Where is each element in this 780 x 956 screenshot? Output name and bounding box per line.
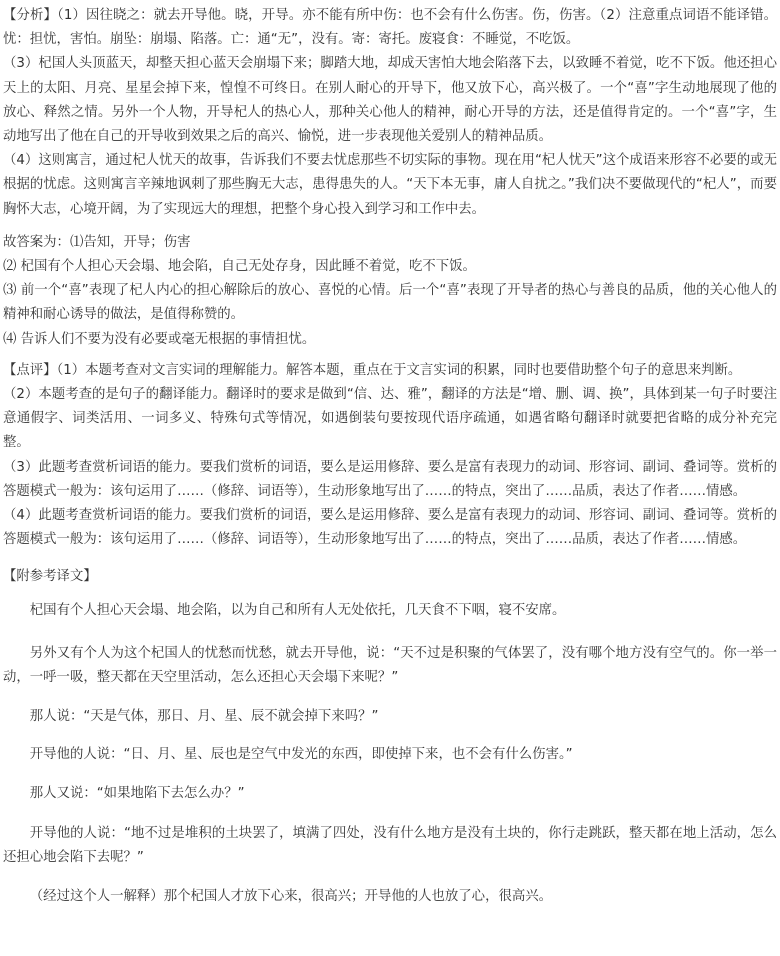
translation-section	[3, 565, 777, 909]
answer-paragraph-3: ⑶ 前一个“喜”表现了杞人内心的担心解除后的放心、喜悦的心情。后一个“喜”表现了开导者的热心与善良的品质，他的关心他人的精神和耐心诱导的做法，是值得称赞的。	[3, 283, 777, 323]
analysis-section	[3, 4, 777, 222]
comment-paragraph-2: （2）本题考查的是句子的翻译能力。翻译时的要求是做到“信、达、雅”，翻译的方法是“增、删、调、换”，具体到某一句子时要注意通假字、词类活用、一词多义、特殊句式等情况，如遇倒装句要按现代语序疏通，如遇省略句翻译时就要把省略的成分补充完整。	[3, 387, 777, 451]
answer-paragraph-1: 故答案为：⑴告知，开导；伤害	[3, 234, 191, 250]
translation-paragraph: 杞国有个人担心天会塌、地会陷，以为自己和所有人无处依托，几天食不下咽，寝不安席。	[29, 602, 566, 618]
answer-paragraph-4: ⑷ 告诉人们不要为没有必要或毫无根据的事情担忧。	[3, 331, 316, 347]
translation-heading: 【附参考译文】	[3, 569, 97, 585]
comment-paragraph-1: 【点评】（1）本题考查对文言实词的理解能力。解答本题，重点在于文言实词的积累，同时也要借助整个句子的意思来判断。	[3, 362, 742, 378]
analysis-paragraph-3: （4）这则寓言，通过杞人忧天的故事，告诉我们不要去忧虑那些不切实际的事物。现在用“杞人忧天”这个成语来形容不必要的或无根据的忧虑。这则寓言辛辣地讽刺了那些胸无大志，患得患失的人。“天下本无事，庸人自扰之。”我们决不要做现代的“杞人”，而要胸怀大志，心境开阔，为了实现远大的理想，把整个身心投入到学习和工作中去。	[3, 153, 777, 217]
translation-paragraph: 开导他的人说：“地不过是堆积的土块罢了，填满了四处，没有什么地方是没有土块的，你行走跳跃，整天都在地上活动，怎么还担心地会陷下去呢？”	[3, 825, 777, 866]
answer-section	[3, 231, 777, 352]
analysis-paragraph-1: 【分析】（1）因往晓之：就去开导他。晓，开导。亦不能有所中伤：也不会有什么伤害。伤，伤害。（2）注意重点词语不能译错。忧：担忧，害怕。崩坠：崩塌、陷落。亡：通“无”，没有。寄：寄托。废寝食：不睡觉，不吃饭。	[3, 8, 777, 48]
comment-section	[3, 359, 777, 553]
translation-paragraph: 那人说：“天是气体，那日、月、星、辰不就会掉下来吗？”	[29, 709, 379, 725]
comment-paragraph-4: （4）此题考查赏析词语的能力。要我们赏析的词语，要么是运用修辞、要么是富有表现力的动词、形容词、副词、叠词等。赏析的答题模式一般为：该句运用了……（修辞、词语等），生动形象地写出了……的特点，突出了……品质，表达了作者……情感。	[3, 508, 777, 548]
translation-paragraph: 另外又有个人为这个杞国人的忧愁而忧愁，就去开导他，说：“天不过是积聚的气体罢了，没有哪个地方没有空气的。你一举一动，一呼一吸，整天都在天空里活动，怎么还担心天会塌下来呢？”	[3, 645, 777, 686]
analysis-paragraph-2: （3）杞国人头顶蓝天，却整天担心蓝天会崩塌下来；脚踏大地，却成天害怕大地会陷落下去，以致睡不着觉，吃不下饭。他还担心天上的太阳、月亮、星星会掉下来，惶惶不可终日。在别人耐心的开导下，他又放下心，高兴极了。一个“喜”字生动地展现了他的放心、释然之情。另外一个人物，开导杞人的热心人，那种关心他人的精神，耐心开导的方法，还是值得肯定的。一个“喜”字，生动地写出了他在自己的开导收到效果之后的高兴、愉悦，进一步表现他关爱别人的精神品质。	[3, 56, 777, 145]
comment-paragraph-3: （3）此题考查赏析词语的能力。要我们赏析的词语，要么是运用修辞、要么是富有表现力的动词、形容词、副词、叠词等。赏析的答题模式一般为：该句运用了……（修辞、词语等），生动形象地写出了……的特点，突出了……品质，表达了作者……情感。	[3, 459, 777, 499]
translation-paragraph: （经过这个人一解释）那个杞国人才放下心来，很高兴；开导他的人也放了心，很高兴。	[29, 889, 553, 905]
answer-paragraph-2: ⑵ 杞国有个人担心天会塌、地会陷，自己无处存身，因此睡不着觉，吃不下饭。	[3, 259, 476, 275]
translation-paragraph: 开导他的人说：“日、月、星、辰也是空气中发光的东西，即使掉下来，也不会有什么伤害。”	[29, 747, 573, 763]
translation-paragraph: 那人又说：“如果地陷下去怎么办？”	[29, 785, 245, 801]
